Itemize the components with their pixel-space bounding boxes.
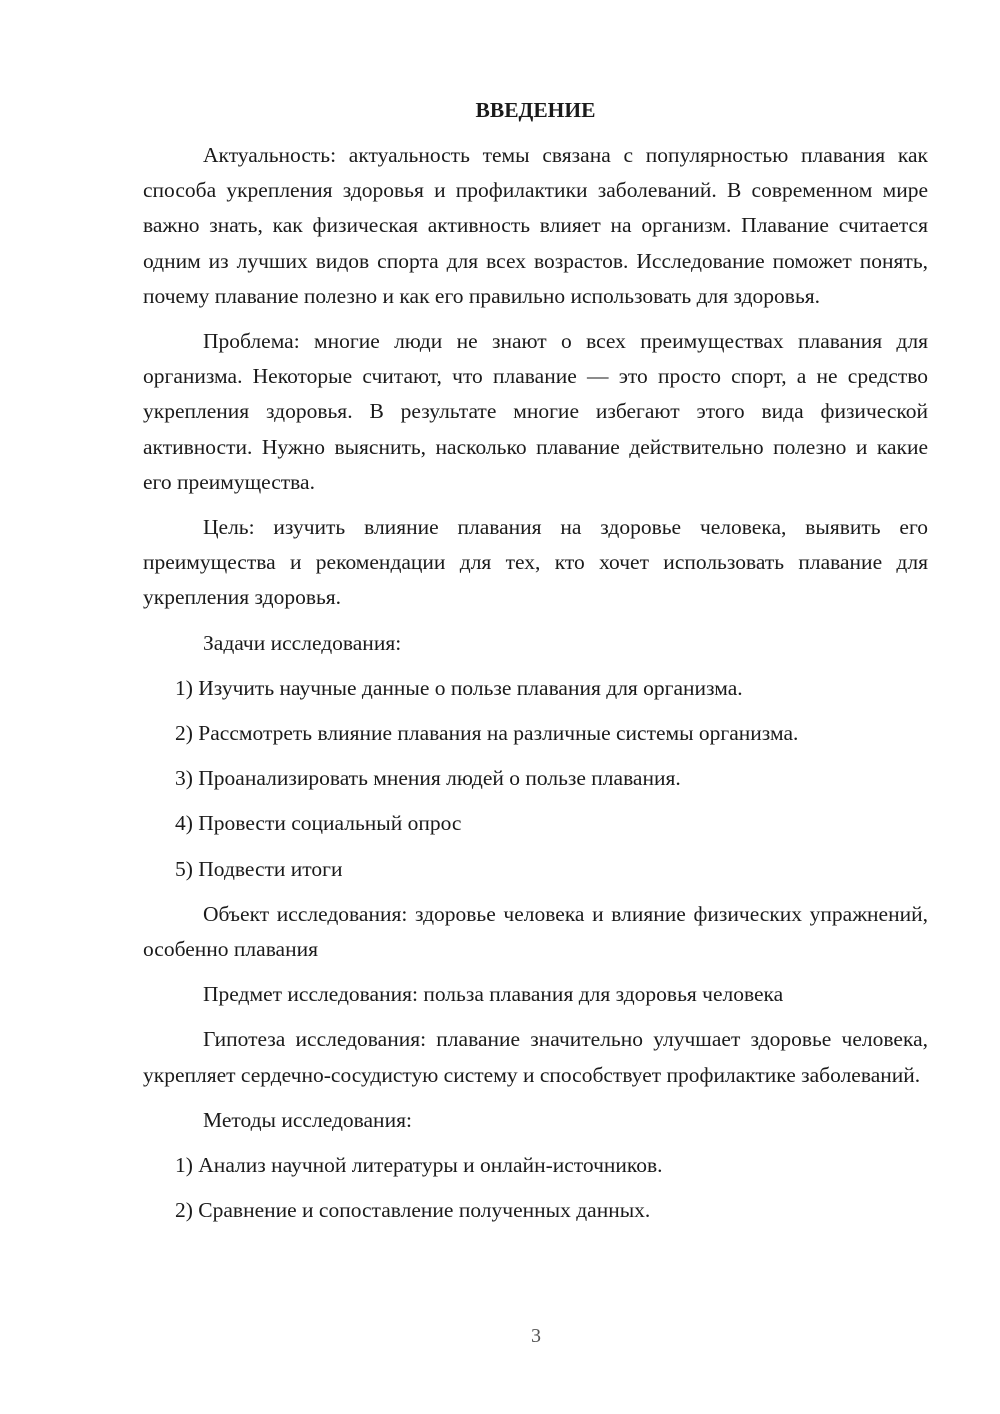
problem-paragraph: Проблема: многие люди не знают о всех преимуществах плавания для организма. Некоторые считают, что плавание — это просто спорт, а не средство укрепления здоровья. В результате многие избегают этого вида физической активности. Нужно выяснить, насколько плавание действительно полезно и какие его преимущества. bbox=[143, 329, 928, 494]
object-paragraph: Объект исследования: здоровье человека и влияние физических упражнений, особенно плавания bbox=[143, 901, 928, 962]
goal-paragraph: Цель: изучить влияние плавания на здоровье человека, выявить его преимущества и рекомендации для тех, кто хочет использовать плавание для укрепления здоровья. bbox=[143, 515, 928, 610]
task-item: 5) Подвести итоги bbox=[175, 856, 343, 881]
page-body bbox=[143, 93, 928, 1238]
page-title: ВВЕДЕНИЕ bbox=[475, 98, 596, 122]
task-item: 3) Проанализировать мнения людей о пользе плавания. bbox=[175, 766, 681, 791]
methods-title: Методы исследования: bbox=[203, 1107, 412, 1132]
method-item: 1) Анализ научной литературы и онлайн-источников. bbox=[175, 1153, 663, 1178]
subject-paragraph: Предмет исследования: польза плавания для здоровья человека bbox=[203, 982, 784, 1007]
hypothesis-paragraph: Гипотеза исследования: плавание значительно улучшает здоровье человека, укрепляет сердечно-сосудистую систему и способствует профилактике заболеваний. bbox=[143, 1027, 928, 1087]
task-item: 1) Изучить научные данные о пользе плавания для организма. bbox=[175, 675, 743, 700]
method-item: 2) Сравнение и сопоставление полученных данных. bbox=[175, 1198, 651, 1223]
task-item: 2) Рассмотреть влияние плавания на различные системы организма. bbox=[175, 721, 799, 746]
tasks-title: Задачи исследования: bbox=[203, 630, 402, 655]
task-item: 4) Провести социальный опрос bbox=[175, 811, 462, 836]
page-number: 3 bbox=[531, 1325, 541, 1347]
relevance-paragraph: Актуальность: актуальность темы связана с популярностью плавания как способа укрепления здоровья и профилактики заболеваний. В современном мире важно знать, как физическая активность влияет на организм. Плавание считается одним из лучших видов спорта для всех возрастов. Исследование поможет понять, почему плавание полезно и как его правильно использовать для здоровья. bbox=[143, 143, 928, 308]
